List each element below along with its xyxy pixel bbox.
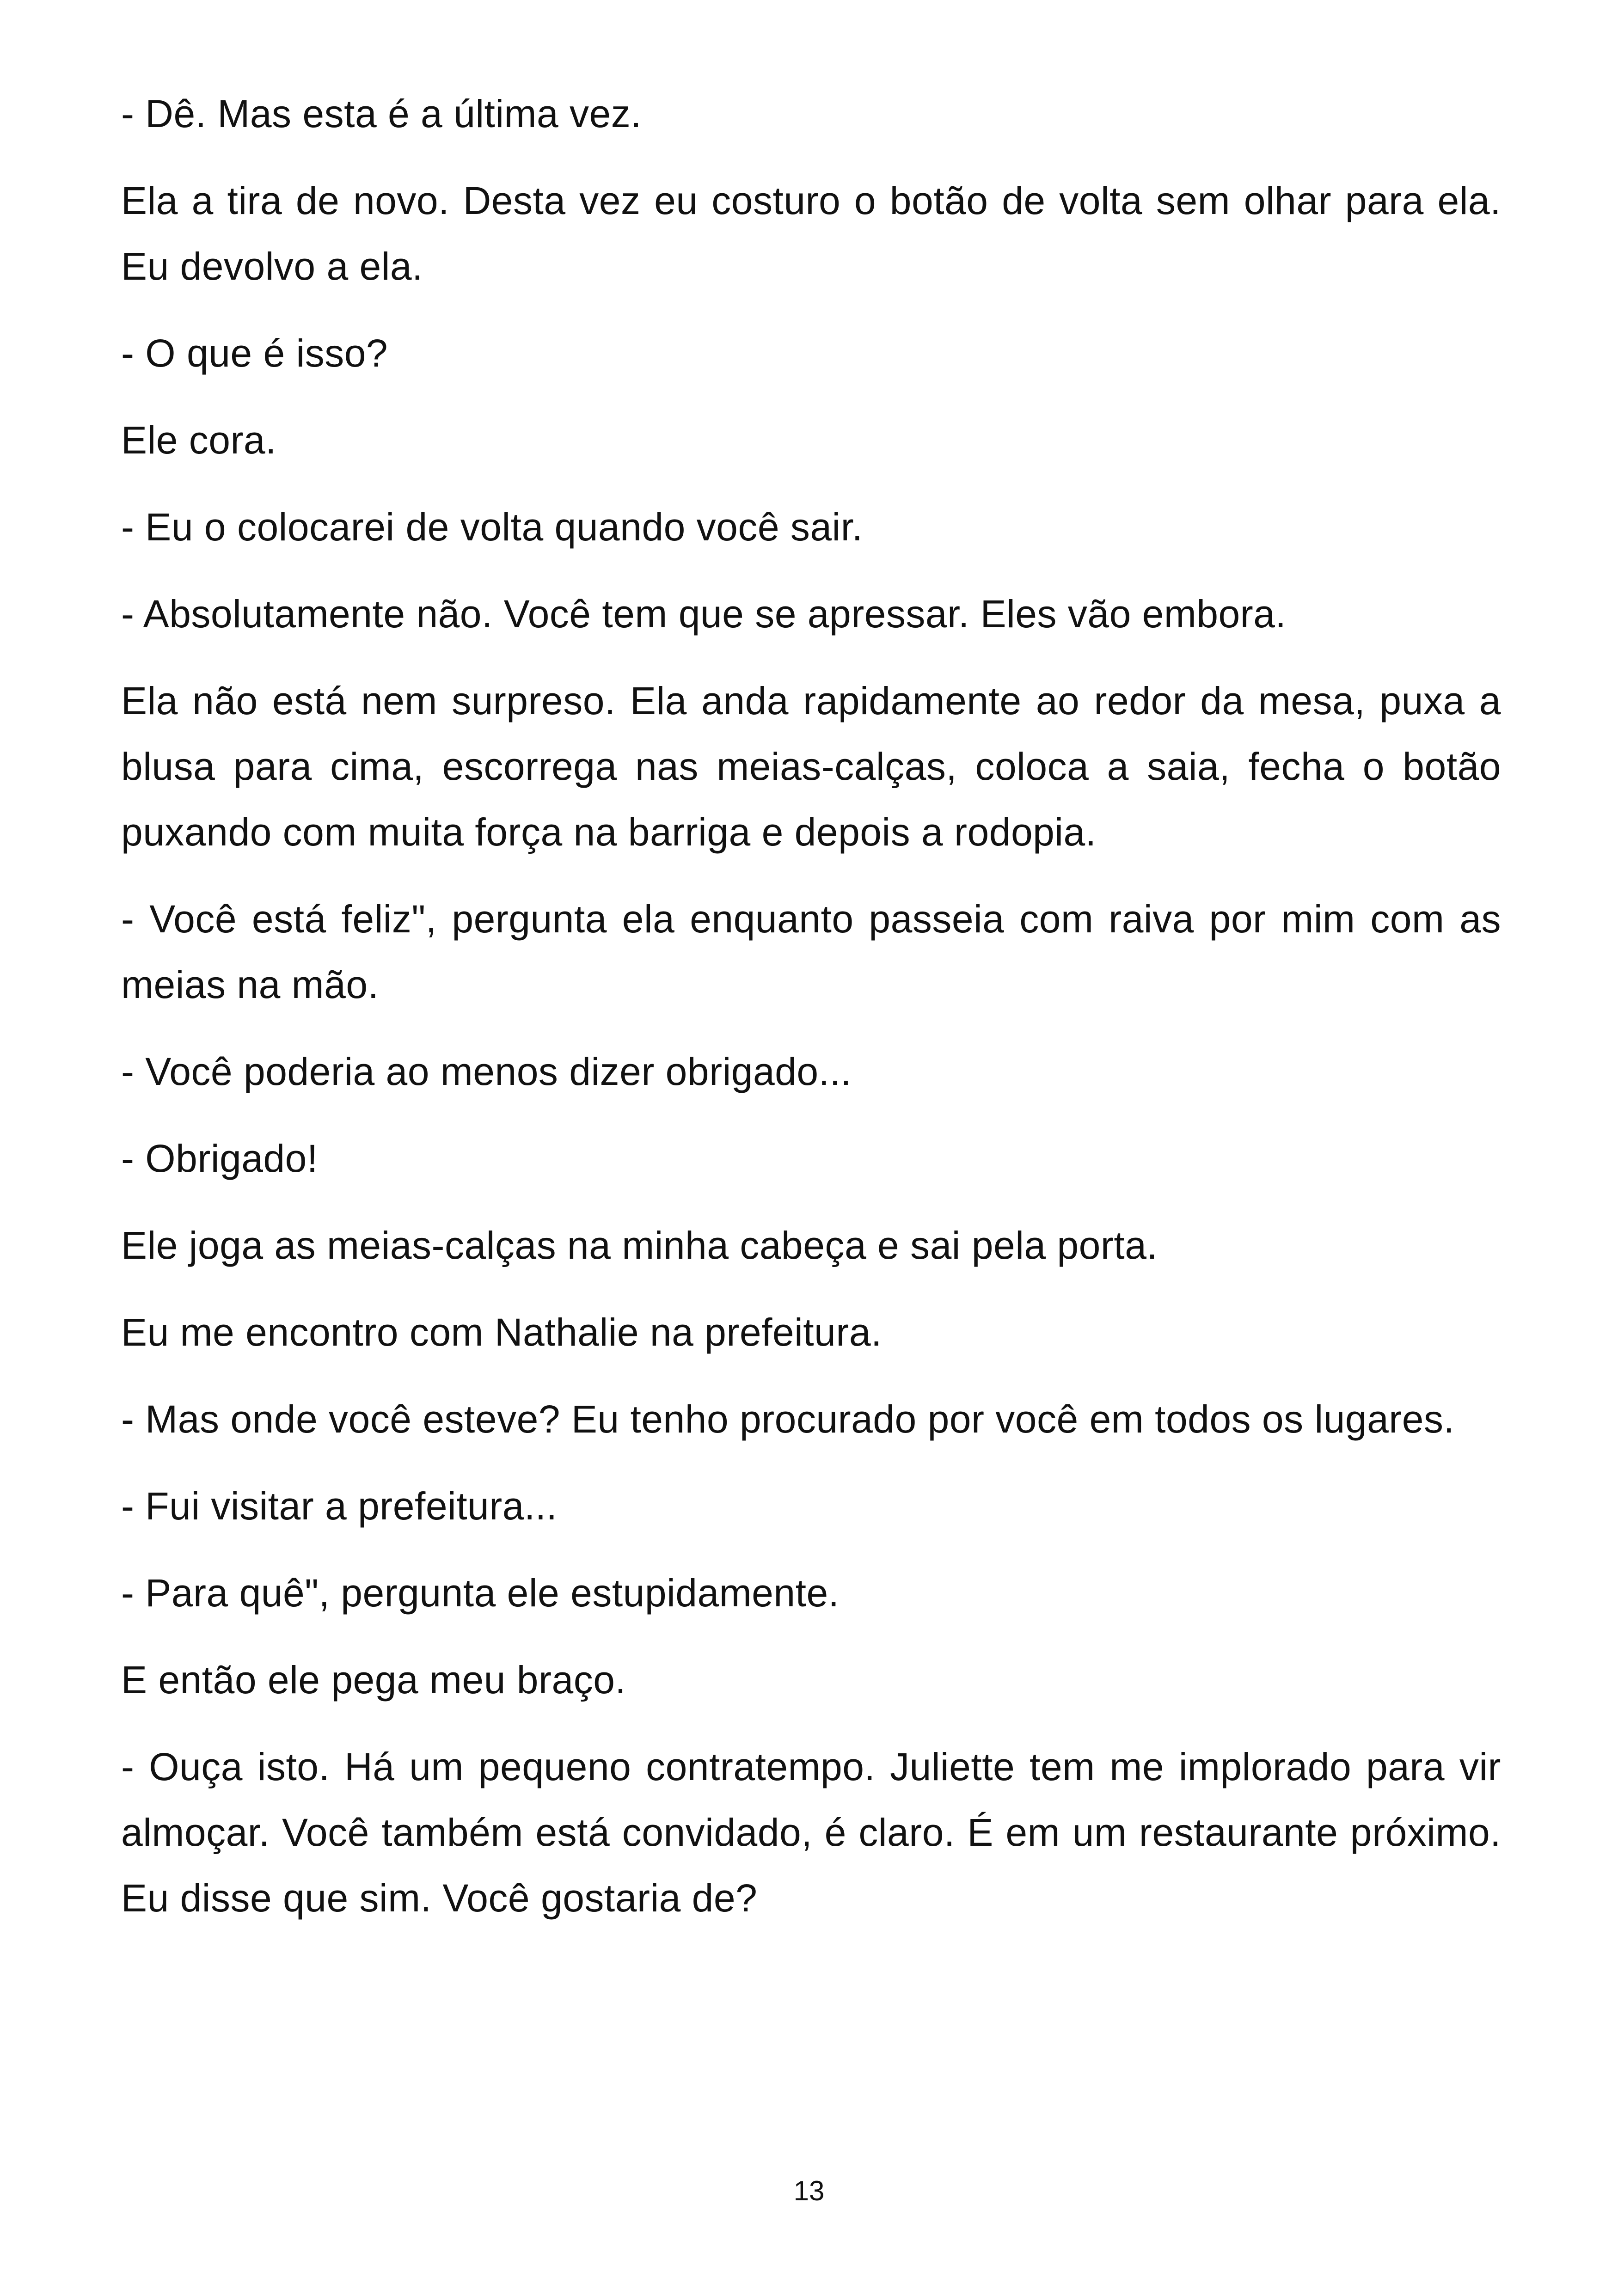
paragraph: Eu me encontro com Nathalie na prefeitura. (121, 1310, 882, 1354)
paragraph: - Dê. Mas esta é a última vez. (121, 92, 642, 135)
paragraph: - Você está feliz", pergunta ela enquanto passeia com raiva por mim com as meias na mão. (121, 897, 1501, 1006)
paragraph: - Ouça isto. Há um pequeno contratempo. Juliette tem me implorado para vir almoçar. Você também está convidado, é claro. É em um restaurante próximo. Eu disse que sim. Você gostaria de? (121, 1745, 1501, 1920)
paragraph: - Para quê", pergunta ele estupidamente. (121, 1571, 840, 1615)
paragraph: - Obrigado! (121, 1137, 318, 1180)
paragraph: - O que é isso? (121, 331, 388, 375)
document-body (121, 81, 1501, 1952)
paragraph: Ela a tira de novo. Desta vez eu costuro o botão de volta sem olhar para ela. Eu devolvo a ela. (121, 179, 1501, 288)
paragraph: - Eu o colocarei de volta quando você sair. (121, 505, 863, 549)
paragraph: Ele joga as meias-calças na minha cabeça e sai pela porta. (121, 1224, 1158, 1267)
paragraph: - Absolutamente não. Você tem que se apressar. Eles vão embora. (121, 592, 1287, 636)
page-number: 13 (793, 2175, 825, 2206)
paragraph: - Mas onde você esteve? Eu tenho procurado por você em todos os lugares. (121, 1397, 1455, 1441)
paragraph: Ele cora. (121, 418, 276, 462)
paragraph: - Você poderia ao menos dizer obrigado... (121, 1050, 852, 1093)
paragraph: E então ele pega meu braço. (121, 1658, 626, 1702)
paragraph: - Fui visitar a prefeitura... (121, 1484, 558, 1528)
paragraph: Ela não está nem surpreso. Ela anda rapidamente ao redor da mesa, puxa a blusa para cima, escorrega nas meias-calças, coloca a saia, fecha o botão puxando com muita força na barriga e depois a rodopia. (121, 679, 1501, 854)
